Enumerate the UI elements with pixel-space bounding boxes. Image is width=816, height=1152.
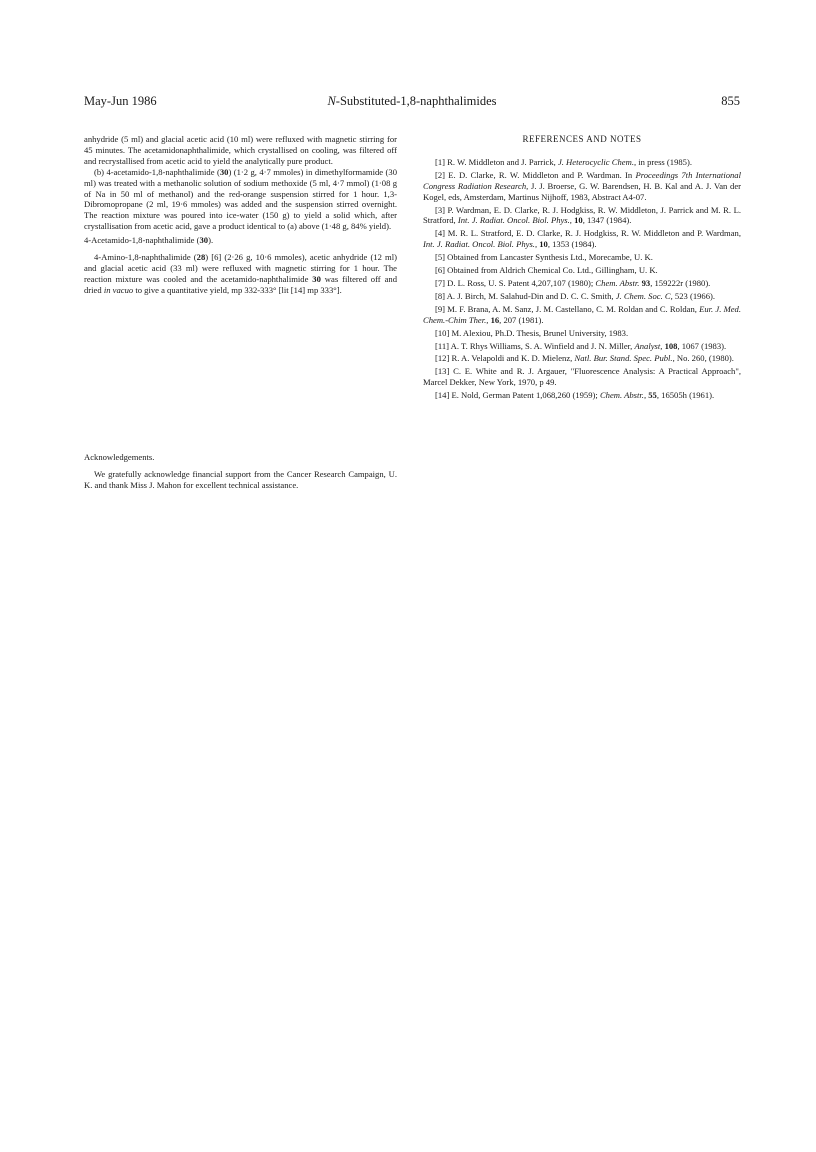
compound-heading — [84, 235, 397, 246]
text-span: ) [6] (2·26 g, 10·6 mmoles), acetic anhydride (12 ml) and glacial acetic acid (33 ml) were refluxed with magnetic stirring for 1 hour. The reaction mixture was cooled and the acetamido-naphthalimide — [84, 252, 397, 284]
text-span: [2] E. D. Clarke, R. W. Middleton and P. Wardman. In — [435, 169, 636, 180]
references-title: REFERENCES AND NOTES — [522, 134, 642, 144]
reference-13: [13] C. E. White and R. J. Argauer, "Fluorescence Analysis: A Practical Approach", Marcel Dekker, New York, 1970, p 49. — [423, 366, 741, 388]
text-span: , — [660, 340, 665, 351]
text-span: [8] A. J. Birch, M. Salahud-Din and D. C. C. Smith, — [435, 290, 616, 301]
running-title-italic: N — [327, 94, 336, 108]
text-span: [3] P. Wardman, E. D. Clarke, R. J. Hodgkiss, R. W. Middleton, J. Parrick and M. R. L. Stratford, — [423, 204, 741, 226]
text-span: , 1067 (1983). — [677, 340, 727, 351]
text-span: , 1347 (1984). — [582, 215, 632, 226]
text-span: [4] M. R. L. Stratford, E. D. Clarke, R. J. Hodgkiss, R. W. Middleton and P. Wardman, — [435, 228, 741, 239]
reference-10: [10] M. Alexiou, Ph.D. Thesis, Brunel University, 1983. — [435, 327, 629, 338]
volume-number: 10 — [574, 215, 583, 226]
text-span: [12] R. A. Velapoldi and K. D. Mielenz, — [435, 353, 575, 364]
page-number: 855 — [721, 94, 740, 108]
paragraph-procedure — [84, 252, 397, 296]
references-column — [423, 134, 741, 403]
journal-name: Eur. J. Med. Chem.-Chim Ther. — [423, 303, 742, 325]
text-span: , in press (1985). — [633, 156, 692, 167]
compound-number: 30 — [199, 235, 209, 246]
journal-name: J. Heterocyclic Chem. — [557, 156, 634, 167]
text-span: ). — [208, 235, 214, 246]
running-title-rest: -Substituted-1,8-naphthalimides — [335, 94, 497, 108]
reference-9 — [423, 304, 741, 326]
text-span: , No. 260, (1980). — [672, 353, 734, 364]
italic-term: in vacuo — [103, 284, 134, 295]
volume-number: 108 — [664, 340, 678, 351]
proceedings-name: Proceedings 7th International Congress Radiation Research — [423, 169, 741, 191]
reference-14 — [423, 390, 741, 401]
reference-6: [6] Obtained from Aldrich Chemical Co. Ltd., Gillingham, U. K. — [435, 265, 658, 276]
reference-11 — [423, 341, 741, 352]
volume-number: 16 — [490, 314, 500, 325]
left-column — [84, 134, 397, 490]
text-span: , — [569, 215, 575, 226]
reference-4 — [423, 228, 741, 250]
text-span: (b) 4-acetamido-1,8-naphthalimide ( — [94, 166, 220, 177]
issue-date: May-Jun 1986 — [84, 94, 157, 108]
running-title — [84, 94, 740, 109]
text-span: , — [643, 390, 649, 401]
paragraph-method-b — [84, 167, 397, 232]
text-span: , 159222r (1980). — [650, 277, 711, 288]
reference-3 — [423, 205, 741, 227]
volume-number: 10 — [539, 239, 548, 250]
acknowledgements-text: We gratefully acknowledge financial support from the Cancer Research Campaign, U. K. and thank Miss J. Mahon for excellent technical assistance. — [84, 468, 397, 490]
text-span: , 207 (1981). — [499, 314, 544, 325]
journal-name: Int. J. Radiat. Oncol. Biol. Phys. — [457, 215, 570, 226]
reference-7 — [423, 278, 741, 289]
volume-number: 93 — [641, 277, 651, 288]
journal-name: J. Chem. Soc. C — [615, 290, 671, 301]
text-span: was filtered off and dried — [84, 273, 397, 295]
journal-name: Analyst — [634, 340, 661, 351]
text-span: [9] M. F. Brana, A. M. Sanz, J. M. Castellano, C. M. Roldan and C. Roldan, — [435, 303, 700, 314]
compound-number: 30 — [312, 273, 321, 284]
reference-12 — [423, 353, 741, 364]
compound-number: 28 — [196, 252, 206, 263]
text-span: [11] A. T. Rhys Williams, S. A. Winfield and J. N. Miller, — [435, 340, 635, 351]
reference-2 — [423, 170, 741, 203]
reference-5: [5] Obtained from Lancaster Synthesis Ltd., Morecambe, U. K. — [435, 252, 653, 263]
text-span: , — [486, 314, 491, 325]
text-span: 4-Amino-1,8-naphthalimide ( — [94, 252, 197, 263]
journal-name: Int. J. Radiat. Oncol. Biol. Phys. — [423, 239, 535, 250]
text-span: , 523 (1966). — [670, 290, 716, 301]
compound-number: 30 — [219, 166, 229, 177]
text-span: ) (1·2 g, 4·7 mmoles) in dimethylformamide (30 ml) was treated with a methanolic solution of sodium methoxide (5 ml, 4·7 mmol) (1·08 g of Na in 50 ml of methanol) and the red-orange suspension stirred for 1 hour. 1,3-Dibromopropane (2 ml, 19·6 mmoles) was added and the suspension stirred overnight. The reaction mixture was poured into ice-water (150 g) to yield a solid which, after crystallisation from acetic acid, gave a product identical to (a) above (1·48 g, 84% yield). — [84, 166, 397, 232]
text-span: [7] D. L. Ross, U. S. Patent 4,207,107 (1980); — [435, 277, 596, 288]
text-span: , — [534, 239, 540, 250]
journal-name: Natl. Bur. Stand. Spec. Publ. — [574, 353, 673, 364]
paragraph-continuation: anhydride (5 ml) and glacial acetic acid (10 ml) were refluxed with magnetic stirring for 45 minutes. The acetamidonaphthalimide, which crystallised on cooling, was filtered off and recrystallised from acetic acid to yield the analytically pure product. — [84, 134, 397, 166]
text-span: [1] R. W. Middleton and J. Parrick, — [435, 156, 558, 167]
text-span: 4-Acetamido-1,8-naphthalimide ( — [84, 235, 200, 246]
text-span: , J. J. Broerse, G. W. Barendsen, H. B. Kal and A. J. Van der Kogel, eds, Amsterdam, Martinus Nijhoff, 1983, Abstract A4-07. — [423, 180, 742, 202]
acknowledgements-heading: Acknowledgements. — [84, 451, 155, 462]
reference-1 — [423, 157, 741, 168]
text-span: to give a quantitative yield, mp 332-333° [lit [14] mp 333°]. — [133, 284, 342, 295]
text-span: [14] E. Nold, German Patent 1,068,260 (1959); — [435, 390, 600, 401]
text-span: , 1353 (1984). — [547, 239, 597, 250]
running-header — [84, 94, 740, 112]
volume-number: 55 — [648, 390, 657, 401]
journal-name: Chem. Abstr. — [599, 390, 644, 401]
reference-8 — [423, 291, 741, 302]
text-span: , 16505h (1961). — [656, 390, 715, 401]
journal-name: Chem. Abstr. — [595, 277, 640, 288]
